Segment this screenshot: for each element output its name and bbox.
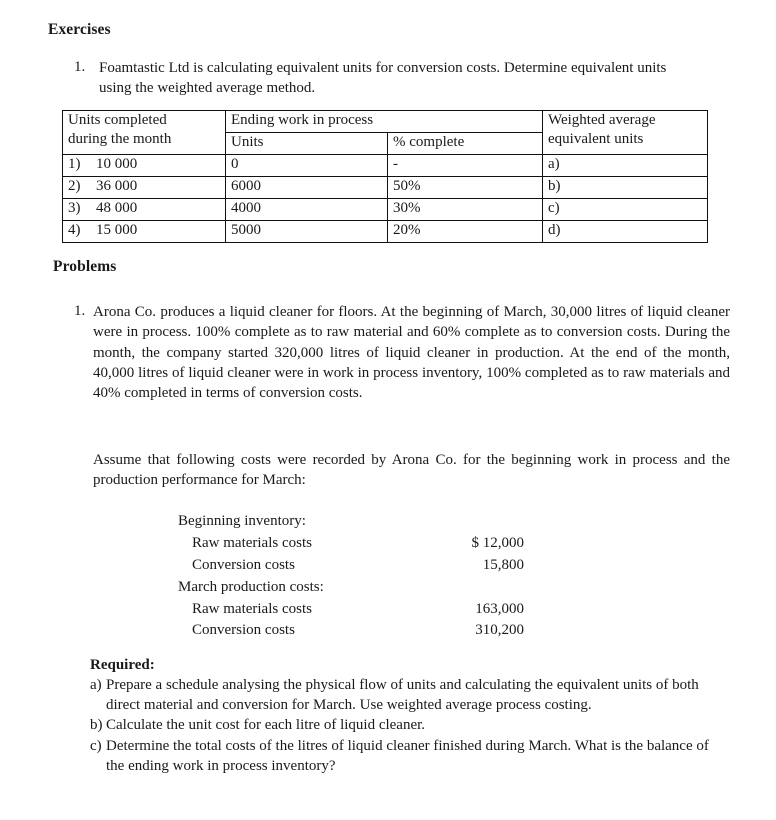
required-block [90,655,730,776]
cost-row [178,555,524,577]
exercises-heading: Exercises [48,21,111,38]
equivalent-units-table [62,110,708,243]
cell-pct-complete: 20% [388,221,543,243]
required-item-text: Calculate the unit cost for each litre of liquid cleaner. [106,717,426,734]
table-row [63,199,708,221]
table-row [63,155,708,177]
cell-weighted-average: d) [543,221,708,243]
required-item-marker: c) [90,737,102,754]
cost-label: March production costs: [178,578,324,595]
cost-label: Raw materials costs [192,600,312,617]
cost-value: $ 12,000 [471,534,524,551]
cost-label: Conversion costs [192,622,295,639]
header-units-completed-line1: Units completed [68,112,167,128]
row-units-completed-value: 15 000 [96,222,138,238]
required-item-text: Determine the total costs of the litres of liquid cleaner finished during March. What is the balance of the ending work in process inventory? [106,737,709,774]
table-body [63,155,708,243]
table-head [63,111,708,155]
problems-list [74,302,730,404]
cell-pct-complete: 50% [388,177,543,199]
header-units-completed [63,111,226,155]
cost-row [178,577,524,599]
required-item-marker: a) [90,677,102,694]
row-marker: 2) [68,178,81,194]
header-weighted-average-line2: equivalent units [548,131,644,148]
cost-value: 15,800 [482,556,524,573]
problem-item-text: Arona Co. produces a liquid cleaner for floors. At the beginning of March, 30,000 litres of liquid cleaner were in process. 100% complete as to raw material and 60% complete as to conversion costs. During the month, the company started 320,000 litres of liquid cleaner in production. At the end of the month, 40,000 litres of liquid cleaner were in work in process inventory, 100% completed as to raw materials and 40% completed in terms of conversion costs. [93,304,730,402]
header-units-completed-line2: during the month [68,131,172,148]
cost-value: 310,200 [475,622,524,639]
exercise-item-text: Foamtastic Ltd is calculating equivalent units for conversion costs. Determine equivalent units using the weighted average method. [99,60,667,97]
cell-weighted-average: a) [543,155,708,177]
required-item-b [90,715,730,735]
table-header-row-1 [63,111,708,133]
header-pct-complete: % complete [388,133,543,155]
cell-pct-complete: - [388,155,543,177]
cost-row [178,533,524,555]
row-units-completed-value: 36 000 [96,178,138,194]
header-weighted-average [543,111,708,155]
cost-row [178,620,524,642]
cost-label: Conversion costs [192,556,295,573]
problems-heading: Problems [53,258,117,275]
required-item-text: Prepare a schedule analysing the physical flow of units and calculating the equivalent units of both direct material and conversion for March. Use weighted average process costing. [106,677,699,714]
row-units-completed-value: 48 000 [96,200,138,216]
cell-units-completed [63,199,226,221]
row-marker: 1) [68,156,81,172]
cost-row [178,511,524,533]
required-item-marker: b) [90,717,103,734]
problem-item-1 [74,302,730,404]
cell-weighted-average: b) [543,177,708,199]
cell-weighted-average: c) [543,199,708,221]
cost-value: 163,000 [475,600,524,617]
cell-units: 5000 [226,221,388,243]
header-units: Units [226,133,388,155]
cell-units: 4000 [226,199,388,221]
required-item-a [90,675,730,715]
assume-paragraph: Assume that following costs were recorded by Arona Co. for the beginning work in process and the production performance for March: [93,452,730,489]
required-heading: Required: [90,657,155,673]
row-units-completed-value: 10 000 [96,156,138,172]
costs-table [178,511,524,642]
cost-label: Beginning inventory: [178,513,306,529]
table-row [63,221,708,243]
cost-label: Raw materials costs [192,534,312,551]
row-marker: 3) [68,200,81,216]
problem-item-marker: 1. [74,303,86,319]
cell-units-completed [63,221,226,243]
cell-units: 0 [226,155,388,177]
header-weighted-average-line1: Weighted average [548,112,656,128]
exercises-list [74,58,694,98]
header-ending-work-in-process: Ending work in process [226,111,543,133]
row-marker: 4) [68,222,81,238]
cell-units-completed [63,155,226,177]
cell-units: 6000 [226,177,388,199]
table-row [63,177,708,199]
exercise-item-marker: 1. [74,59,86,75]
exercise-item-1 [74,58,694,98]
cost-row [178,599,524,621]
required-item-c [90,736,730,776]
cell-pct-complete: 30% [388,199,543,221]
cell-units-completed [63,177,226,199]
